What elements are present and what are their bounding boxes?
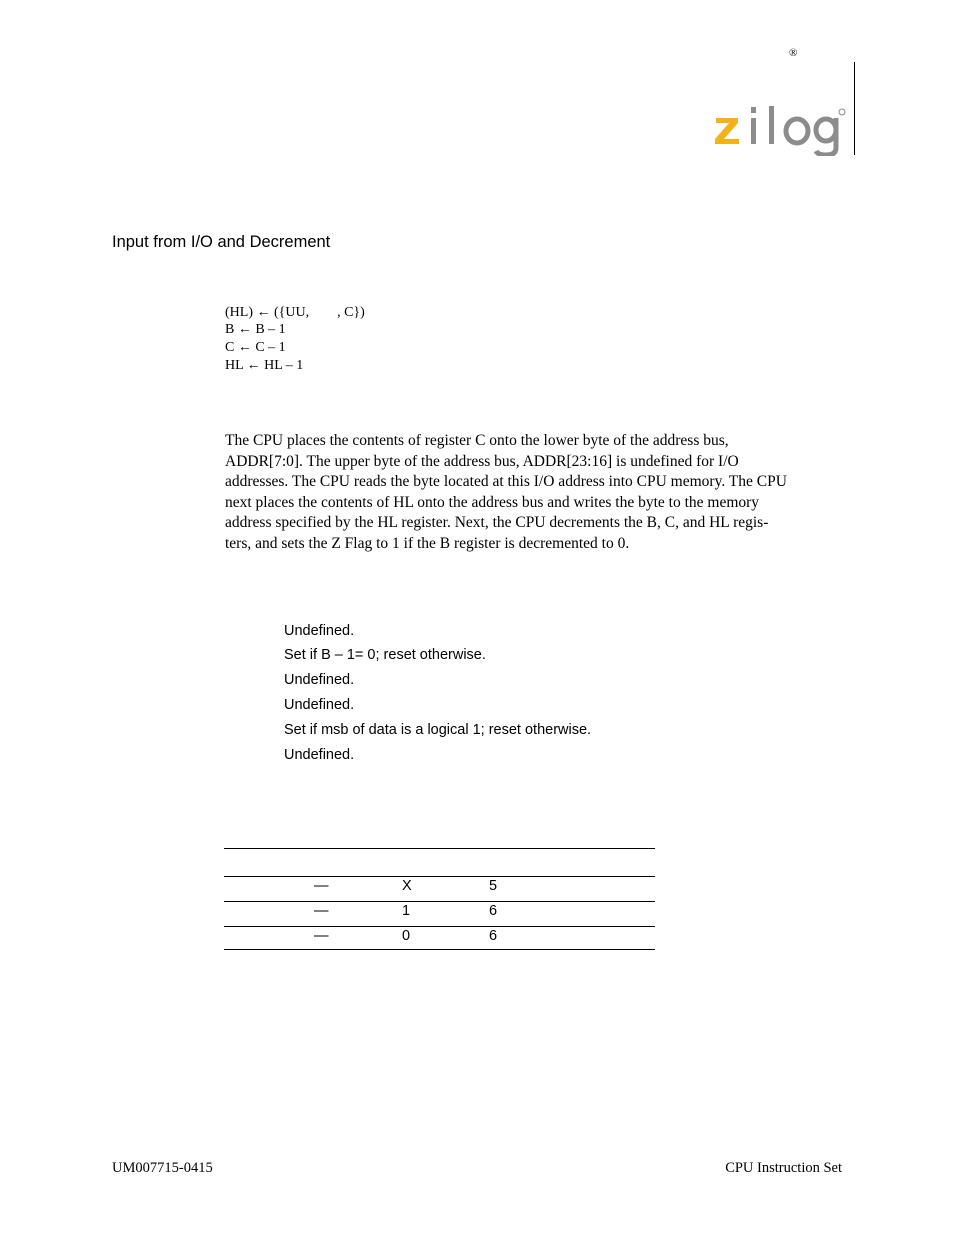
header-vertical-rule	[854, 62, 855, 155]
section-title: Input from I/O and Decrement	[112, 233, 331, 251]
flag-description: Set if msb of data is a logical 1; reset otherwise.	[284, 722, 592, 738]
description-line: next places the contents of HL onto the address bus and writes the byte to the memory	[225, 493, 760, 511]
table-cell: —	[314, 903, 329, 919]
table-cell: 1	[402, 903, 411, 919]
table-header-rule	[224, 876, 655, 877]
table-cell: 6	[489, 903, 498, 919]
description-line: ters, and sets the Z Flag to 1 if the B register is decremented to 0.	[225, 534, 630, 552]
footer-section-name: CPU Instruction Set	[725, 1160, 842, 1176]
table-cell: —	[314, 928, 329, 944]
description-line: address specified by the HL register. Next, the CPU decrements the B, C, and HL regis-	[225, 514, 769, 531]
table-bottom-rule	[224, 949, 655, 950]
flag-description: Undefined.	[284, 747, 355, 763]
flag-description: Undefined.	[284, 697, 355, 713]
flag-description: Set if B – 1= 0; reset otherwise.	[284, 647, 486, 663]
description-paragraph	[225, 431, 845, 554]
table-cell: —	[314, 878, 329, 894]
table-row-rule	[224, 926, 655, 927]
description-line: ADDR[7:0]. The upper byte of the address bus, ADDR[23:16] is undefined for I/O	[225, 452, 739, 470]
table-row-rule	[224, 901, 655, 902]
flag-description: Undefined.	[284, 672, 355, 688]
table-cell: 5	[489, 878, 498, 894]
table-cell: X	[402, 878, 412, 894]
description-line: addresses. The CPU reads the byte located at this I/O address into CPU memory. The CPU	[225, 473, 787, 490]
footer-doc-number: UM007715-0415	[112, 1160, 213, 1176]
table-cell: 0	[402, 928, 411, 944]
operation-line: (HL) ← ({UU, , C})	[225, 305, 365, 320]
table-top-rule	[224, 848, 655, 849]
zilog-logo	[712, 106, 846, 156]
flag-description: Undefined.	[284, 623, 355, 639]
table-cell: 6	[489, 928, 498, 944]
description-line: The CPU places the contents of register C onto the lower byte of the address bus,	[225, 432, 729, 449]
registered-trademark-mark: ®	[789, 47, 798, 59]
operation-line: C ← C – 1	[225, 340, 286, 355]
operation-line: B ← B – 1	[225, 322, 286, 337]
operation-line: HL ← HL – 1	[225, 358, 304, 373]
